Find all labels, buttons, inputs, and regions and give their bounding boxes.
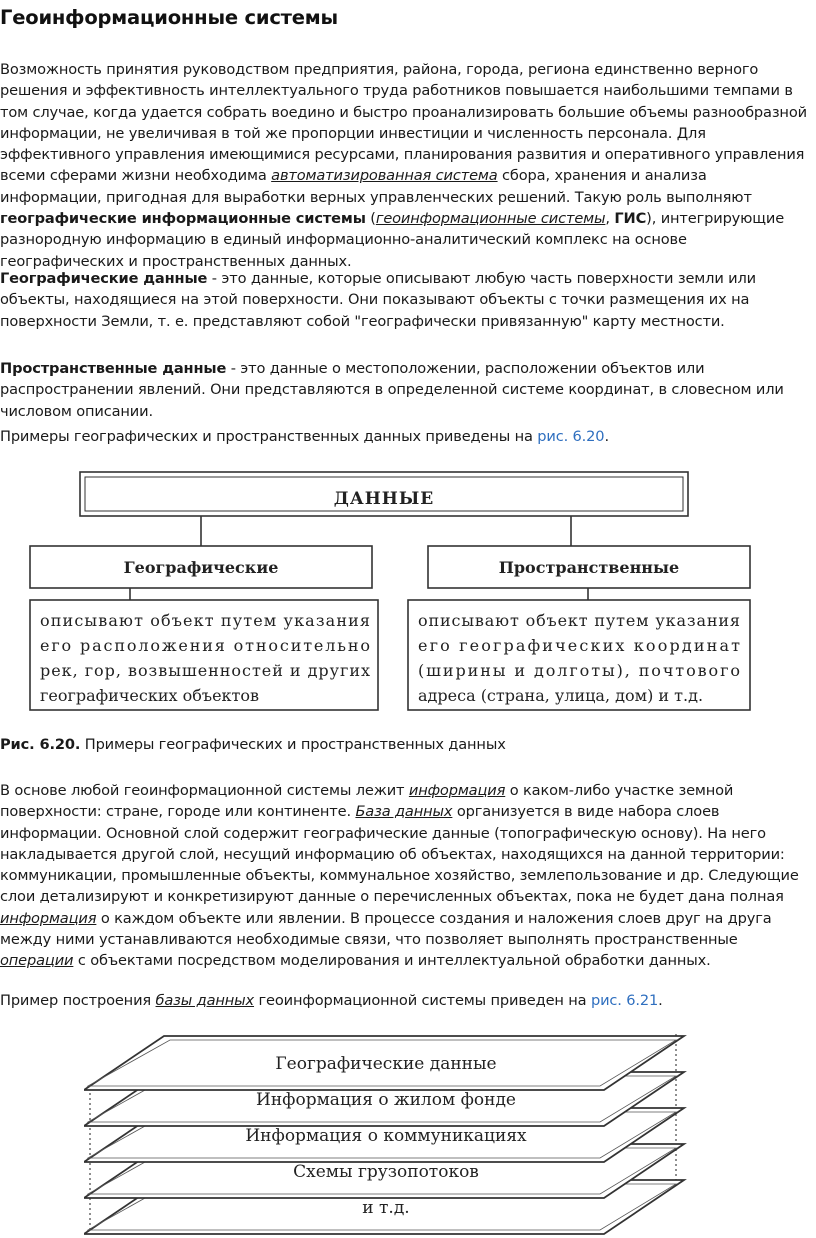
layer-label: Информация о жилом фонде <box>256 1090 516 1110</box>
term-operations: операции <box>0 952 74 970</box>
geographic-desc-line: географических объектов <box>40 686 260 705</box>
geographic-desc-line: его расположения относительно <box>40 636 370 655</box>
geographic-desc-line: рек, гор, возвышенностей и других <box>40 661 370 680</box>
layer-label: Информация о коммуникациях <box>245 1126 527 1146</box>
layer-plane <box>84 1036 684 1090</box>
figure-link-6-21[interactable]: рис. 6.21 <box>590 992 659 1009</box>
layer-label: и т.д. <box>362 1198 410 1218</box>
term-information-2: информация <box>0 909 97 927</box>
term-geoinformation-systems: геоинформационные системы <box>375 210 606 228</box>
paragraph-geographic-data: Географические данные - это данные, которые описывают любую часть поверхности земли или объекты, находящиеся на этой поверхности. Они показывают объекты с точки размещения их на поверхности Земли, т. е. представляют собой "географически привязанную" карту местности. <box>0 270 757 330</box>
figure-link-6-20[interactable]: рис. 6.20 <box>537 428 605 445</box>
figure-6-20-diagram <box>28 470 754 722</box>
spatial-label: Пространственные <box>498 558 680 577</box>
geographic-label: Географические <box>123 558 279 577</box>
term-database-2: базы данных <box>155 992 255 1009</box>
page-title: Геоинформационные системы <box>0 6 338 29</box>
figure-6-21-layers <box>84 1032 696 1236</box>
term-information: информация <box>408 782 506 799</box>
spatial-desc-line: его географических координат <box>418 636 740 655</box>
term-gis: географические информационные системы <box>0 210 366 228</box>
layer-label: Географические данные <box>275 1054 497 1074</box>
paragraph-intro: Возможность принятия руководством предприятия, района, города, региона единственно верного решения и эффективность интеллектуального труда работников повышается наибольшими темпами в том случае, когда удается собрать воедино и быстро проанализировать большие объемы разнообразной информации, не увеличивая в той же пропорции инвестиции и численность персонала. Для эффективного управления имеющимися ресурсами, планирования развития и оперативного управления всеми сферами жизни необходима автоматизированная система сбора, хранения и анализа информации, пригодная для выработки верных управленческих решений. Такую роль выполняют географические информационные системы (геоинформационные системы, ГИС), интегрирующие разнородную информацию в единый информационно-аналитический комплекс на основе географических и пространственных данных. <box>0 61 807 270</box>
paragraph-database-ref: Пример построения базы данных геоинформационной системы приведен на рис. 6.21. <box>0 992 663 1009</box>
spatial-desc-line: (ширины и долготы), почтового <box>418 661 740 680</box>
geographic-desc-line: описывают объект путем указания <box>40 611 370 630</box>
paragraph-gis-layers: В основе любой геоинформационной системы лежит информация о каком-либо участке земной поверхности: стране, городе или континенте. База данных организуется в виде набора слоев информации. Основной слой содержит географические данные (топографическую основу). На него накладывается другой слой, несущий информацию об объектах, находящихся на данной территории: коммуникации, промышленные объекты, коммунальное хозяйство, землепользование и др. Следующие слои детализируют и конкретизируют данные о перечисленных объектах, пока не будет дана полная информация о каждом объекте или явлении. В процессе создания и наложения слоев друг на друга между ними устанавливаются необходимые связи, что позволяет выполнять пространственные операции с объектами посредством моделирования и интеллектуальной обработки данных. <box>0 782 799 970</box>
term-gis-abbr: ГИС <box>614 210 647 228</box>
spatial-desc-line: описывают объект путем указания <box>418 611 740 630</box>
term-automated-system: автоматизированная система <box>271 167 498 185</box>
figure-caption-6-20: Рис. 6.20. Примеры географических и пространственных данных <box>0 736 506 753</box>
data-top-label: ДАННЫЕ <box>333 489 435 509</box>
layer-label: Схемы грузопотоков <box>293 1162 479 1182</box>
paragraph-examples-ref: Примеры географических и пространственных данных приведены на рис. 6.20. <box>0 428 609 445</box>
term-database: База данных <box>355 803 453 821</box>
spatial-desc-line: адреса (страна, улица, дом) и т.д. <box>418 686 704 705</box>
paragraph-spatial-data: Пространственные данные - это данные о местоположении, расположении объектов или распространении явлений. Они представляются в определенной системе координат, в словесном или числовом описании. <box>0 360 784 420</box>
